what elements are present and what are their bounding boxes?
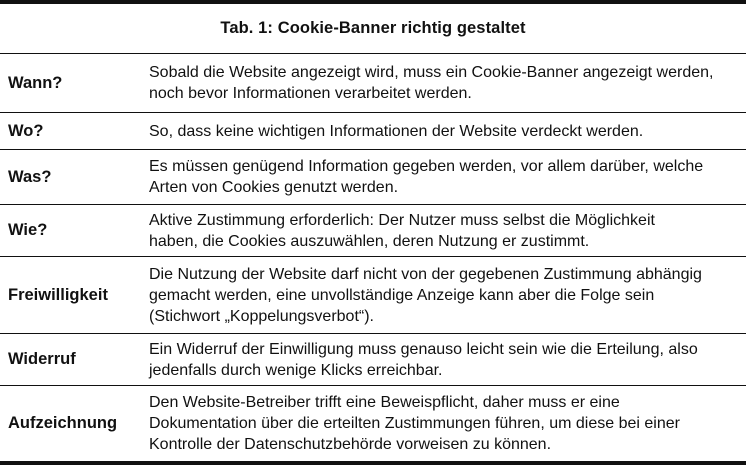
row-label-aufzeichnung: Aufzeichnung	[8, 414, 118, 432]
table-row-freiwilligkeit	[0, 257, 746, 334]
table-row-widerruf	[0, 334, 746, 386]
table-title-row	[0, 0, 746, 54]
table-row-aufzeichnung	[0, 386, 746, 465]
table-row-wo	[0, 113, 746, 150]
row-text-widerruf: Ein Widerruf der Einwilligung muss genauso leicht sein wie die Erteilung, also jedenfalls durch wenige Klicks erreichbar.	[149, 340, 698, 379]
row-text-aufzeichnung: Den Website-Betreiber trifft eine Beweispflicht, daher muss er eine Dokumentation über die erteilten Zustimmungen führen, um diese bei einer Kontrolle der Datenschutzbehörde vorweisen zu können.	[149, 394, 680, 453]
row-text-wann: Sobald die Website angezeigt wird, muss ein Cookie-Banner angezeigt werden, noch bevor Informationen verarbeitet werden.	[149, 64, 714, 102]
row-text-freiwilligkeit: Die Nutzung der Website darf nicht von der gegebenen Zustimmung abhängig gemacht werden, eine unvollständige Anzeige kann aber die Folge sein (Stichwort „Koppelungsverbot“).	[149, 265, 702, 325]
row-label-wann: Wann?	[8, 73, 63, 92]
row-label-widerruf: Widerruf	[8, 350, 76, 368]
table-row-was	[0, 150, 746, 205]
table-row-wann	[0, 54, 746, 113]
row-label-freiwilligkeit: Freiwilligkeit	[8, 285, 108, 304]
row-label-wo: Wo?	[8, 121, 44, 140]
row-text-wie: Aktive Zustimmung erforderlich: Der Nutzer muss selbst die Möglichkeit haben, die Cookies auszuwählen, deren Nutzung er zustimmt.	[149, 211, 655, 250]
table-row-wie	[0, 205, 746, 257]
row-label-wie: Wie?	[8, 221, 48, 239]
row-text-was: Es müssen genügend Information gegeben werden, vor allem darüber, welche Arten von Cookies genutzt werden.	[149, 158, 704, 196]
row-text-wo: So, dass keine wichtigen Informationen der Website verdeckt werden.	[149, 122, 644, 140]
table-title: Tab. 1: Cookie-Banner richtig gestaltet	[220, 19, 526, 37]
row-label-was: Was?	[8, 167, 52, 186]
